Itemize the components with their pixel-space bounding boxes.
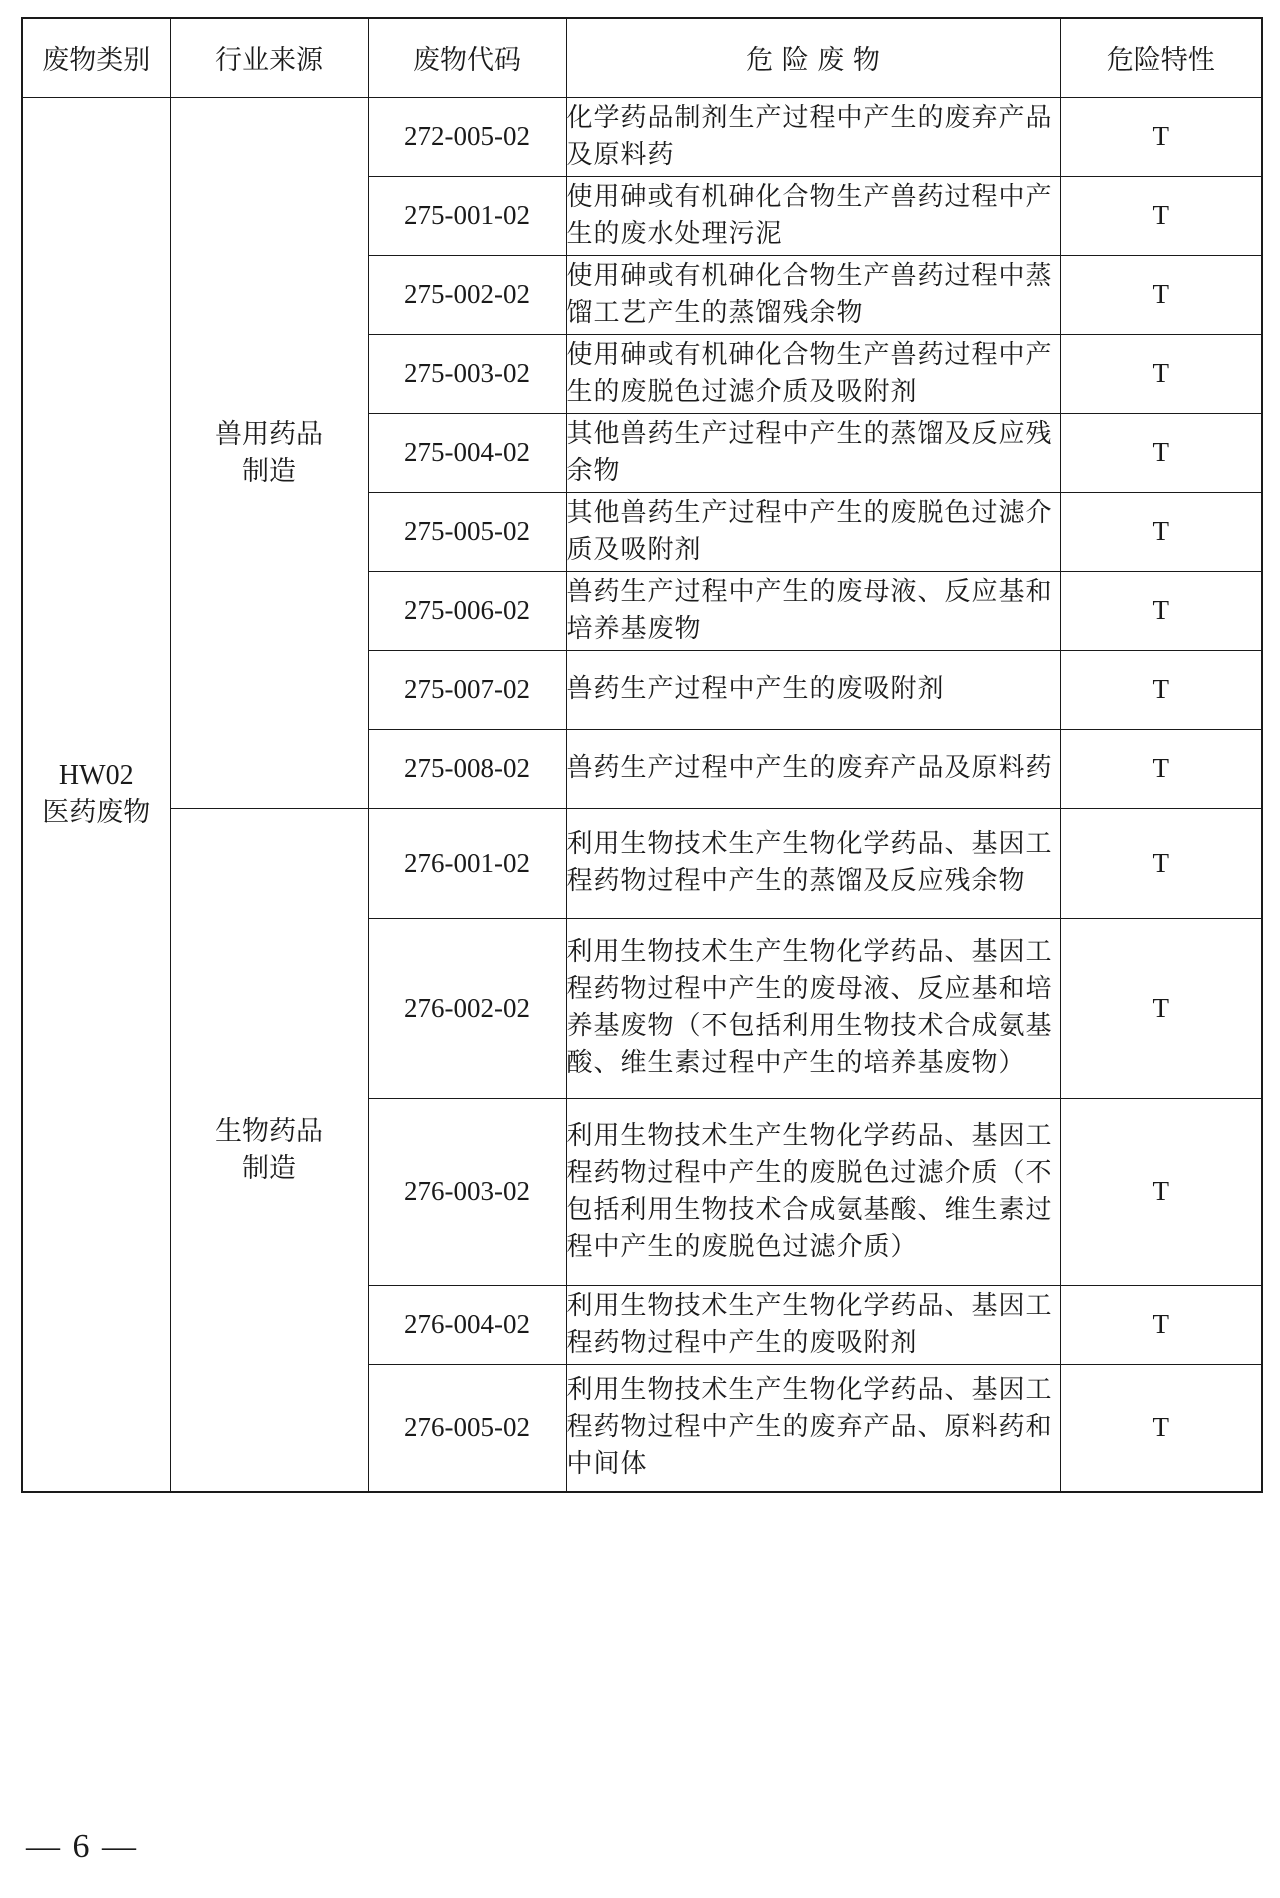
waste-code: 275-005-02: [368, 492, 566, 571]
hazard-characteristic: T: [1060, 1364, 1262, 1492]
hazard-characteristic: T: [1060, 334, 1262, 413]
waste-code: 275-002-02: [368, 255, 566, 334]
hazard-characteristic: T: [1060, 571, 1262, 650]
hazard-characteristic: T: [1060, 255, 1262, 334]
table-header-row: [22, 18, 1262, 97]
waste-code: 275-008-02: [368, 729, 566, 808]
waste-category-code: HW02: [58, 760, 134, 792]
industry-source-line: 兽用药品: [215, 418, 323, 450]
waste-code: 276-003-02: [368, 1098, 566, 1285]
industry-source-line: 制造: [242, 455, 296, 487]
waste-code: 275-001-02: [368, 176, 566, 255]
waste-description: 使用砷或有机砷化合物生产兽药过程中产生的废水处理污泥: [566, 176, 1060, 255]
waste-code: 275-003-02: [368, 334, 566, 413]
hazard-characteristic: T: [1060, 413, 1262, 492]
industry-source-cell: [170, 808, 368, 1492]
waste-description: 利用生物技术生产生物化学药品、基因工程药物过程中产生的废母液、反应基和培养基废物（不包括利用生物技术合成氨基酸、维生素过程中产生的培养基废物）: [566, 918, 1060, 1098]
hazard-characteristic: T: [1060, 1098, 1262, 1285]
waste-code: 272-005-02: [368, 97, 566, 176]
waste-description: 兽药生产过程中产生的废弃产品及原料药: [566, 729, 1060, 808]
hazard-characteristic: T: [1060, 97, 1262, 176]
header-characteristic: 危险特性: [1060, 18, 1262, 97]
waste-code: 275-004-02: [368, 413, 566, 492]
header-code: 废物代码: [368, 18, 566, 97]
waste-code: 276-002-02: [368, 918, 566, 1098]
hazard-characteristic: T: [1060, 1285, 1262, 1364]
waste-description: 兽药生产过程中产生的废吸附剂: [566, 650, 1060, 729]
hazard-characteristic: T: [1060, 729, 1262, 808]
waste-description: 利用生物技术生产生物化学药品、基因工程药物过程中产生的废吸附剂: [566, 1285, 1060, 1364]
waste-description: 使用砷或有机砷化合物生产兽药过程中产生的废脱色过滤介质及吸附剂: [566, 334, 1060, 413]
waste-code: 275-006-02: [368, 571, 566, 650]
waste-description: 其他兽药生产过程中产生的蒸馏及反应残余物: [566, 413, 1060, 492]
hazard-characteristic: T: [1060, 650, 1262, 729]
waste-description: 利用生物技术生产生物化学药品、基因工程药物过程中产生的蒸馏及反应残余物: [566, 808, 1060, 918]
industry-source-cell: [170, 97, 368, 808]
waste-description: 使用砷或有机砷化合物生产兽药过程中蒸馏工艺产生的蒸馏残余物: [566, 255, 1060, 334]
header-category: 废物类别: [22, 18, 170, 97]
industry-source-line: 生物药品: [215, 1115, 323, 1147]
table-row: [22, 808, 1262, 918]
industry-source-line: 制造: [242, 1152, 296, 1184]
waste-category-name: 医药废物: [42, 797, 151, 829]
waste-description: 化学药品制剂生产过程中产生的废弃产品及原料药: [566, 97, 1060, 176]
hazard-characteristic: T: [1060, 176, 1262, 255]
waste-description: 利用生物技术生产生物化学药品、基因工程药物过程中产生的废弃产品、原料药和中间体: [566, 1364, 1060, 1492]
waste-code: 275-007-02: [368, 650, 566, 729]
waste-description: 利用生物技术生产生物化学药品、基因工程药物过程中产生的废脱色过滤介质（不包括利用生物技术合成氨基酸、维生素过程中产生的废脱色过滤介质）: [566, 1098, 1060, 1285]
header-waste: 危 险 废 物: [566, 18, 1060, 97]
waste-category-cell: [22, 97, 170, 1492]
waste-description: 兽药生产过程中产生的废母液、反应基和培养基废物: [566, 571, 1060, 650]
hazard-characteristic: T: [1060, 918, 1262, 1098]
waste-code: 276-005-02: [368, 1364, 566, 1492]
hazardous-waste-table: [21, 17, 1263, 1493]
page-number: — 6 —: [26, 1828, 138, 1865]
table-row: [22, 97, 1262, 176]
header-source: 行业来源: [170, 18, 368, 97]
waste-description: 其他兽药生产过程中产生的废脱色过滤介质及吸附剂: [566, 492, 1060, 571]
waste-code: 276-001-02: [368, 808, 566, 918]
hazard-characteristic: T: [1060, 492, 1262, 571]
waste-code: 276-004-02: [368, 1285, 566, 1364]
hazard-characteristic: T: [1060, 808, 1262, 918]
